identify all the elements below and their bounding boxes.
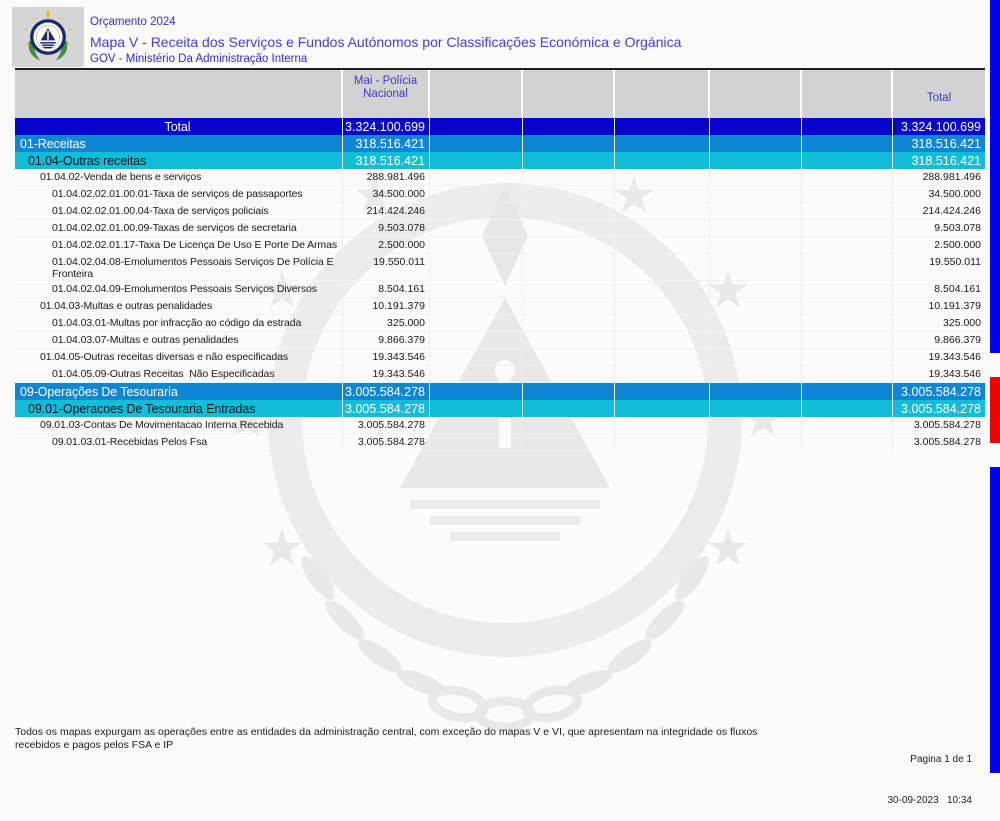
row-value-mai bbox=[343, 220, 430, 237]
row-label bbox=[15, 417, 343, 434]
empty-cell bbox=[430, 298, 523, 315]
empty-cell bbox=[430, 400, 523, 417]
empty-cell bbox=[802, 383, 893, 400]
row-value-mai bbox=[343, 169, 430, 186]
row-label bbox=[15, 349, 343, 366]
row-value-mai-text: 3.005.584.278 bbox=[357, 436, 425, 448]
header-cell-empty bbox=[615, 70, 710, 118]
row-value-total bbox=[893, 281, 985, 298]
row-value-mai bbox=[343, 366, 430, 383]
row-value-total bbox=[893, 383, 985, 400]
empty-cell bbox=[523, 237, 615, 254]
header-cell-mai-policia-nacional bbox=[343, 70, 430, 118]
row-label-text: 09-Operações De Tesouraria bbox=[20, 384, 178, 399]
mai-column-label: Mai - Polícia Nacional bbox=[353, 75, 418, 100]
row-value-mai-text: 19.550.011 bbox=[373, 256, 425, 268]
empty-cell bbox=[430, 281, 523, 298]
row-value-total-text: 288.981.496 bbox=[922, 171, 981, 183]
empty-cell bbox=[523, 118, 615, 135]
empty-cell bbox=[710, 298, 802, 315]
budget-table bbox=[15, 68, 985, 451]
row-value-mai bbox=[343, 400, 430, 417]
row-value-mai-text: 288.981.496 bbox=[366, 171, 425, 183]
empty-cell bbox=[523, 400, 615, 417]
empty-cell bbox=[430, 434, 523, 451]
table-row bbox=[15, 220, 985, 237]
row-value-mai bbox=[343, 203, 430, 220]
row-value-mai bbox=[343, 152, 430, 169]
row-value-mai bbox=[343, 434, 430, 451]
row-value-mai-text: 3.005.584.278 bbox=[345, 384, 425, 399]
row-value-mai bbox=[343, 135, 430, 152]
table-row bbox=[15, 169, 985, 186]
empty-cell bbox=[523, 332, 615, 349]
empty-cell bbox=[430, 254, 523, 281]
empty-cell bbox=[710, 315, 802, 332]
empty-cell bbox=[523, 434, 615, 451]
row-value-total bbox=[893, 220, 985, 237]
empty-cell bbox=[615, 400, 710, 417]
empty-cell bbox=[802, 135, 893, 152]
empty-cell bbox=[523, 349, 615, 366]
empty-cell bbox=[615, 383, 710, 400]
row-value-mai bbox=[343, 298, 430, 315]
row-value-total bbox=[893, 366, 985, 383]
row-value-mai-text: 19.343.546 bbox=[372, 351, 425, 363]
right-edge-bar-red bbox=[990, 377, 1000, 443]
empty-cell bbox=[802, 366, 893, 383]
row-label bbox=[15, 220, 343, 237]
row-label bbox=[15, 254, 343, 281]
row-label bbox=[15, 152, 343, 169]
table-row bbox=[15, 400, 985, 417]
empty-cell bbox=[802, 298, 893, 315]
row-value-total-text: 325.000 bbox=[943, 317, 981, 329]
empty-cell bbox=[523, 169, 615, 186]
empty-cell bbox=[523, 254, 615, 281]
empty-cell bbox=[430, 332, 523, 349]
empty-cell bbox=[802, 169, 893, 186]
row-label-text: 01.04.02.02.01.00.04-Taxa de serviços policiais bbox=[52, 205, 269, 217]
row-value-mai-text: 8.504.161 bbox=[378, 283, 425, 295]
empty-cell bbox=[710, 220, 802, 237]
row-value-total-text: 318.516.421 bbox=[911, 136, 981, 151]
empty-cell bbox=[523, 186, 615, 203]
empty-cell bbox=[802, 254, 893, 281]
empty-cell bbox=[523, 417, 615, 434]
row-label-text: 01.04.05-Outras receitas diversas e não especificadas bbox=[40, 351, 289, 363]
row-value-total-text: 3.324.100.699 bbox=[901, 119, 981, 134]
row-value-mai-text: 3.005.584.278 bbox=[357, 419, 425, 431]
empty-cell bbox=[615, 169, 710, 186]
row-label bbox=[15, 186, 343, 203]
empty-cell bbox=[802, 186, 893, 203]
empty-cell bbox=[710, 186, 802, 203]
page-number: Pagina 1 de 1 bbox=[910, 754, 972, 765]
empty-cell bbox=[710, 417, 802, 434]
row-value-total-text: 9.866.379 bbox=[934, 334, 981, 346]
row-label-text: 01.04.02.04.08-Emolumentos Pessoais Serviços De Polícia E Fronteira bbox=[52, 256, 337, 280]
empty-cell bbox=[615, 152, 710, 169]
table-body bbox=[15, 118, 985, 451]
empty-cell bbox=[523, 298, 615, 315]
page-info bbox=[887, 726, 972, 821]
table-row bbox=[15, 417, 985, 434]
row-value-total-text: 2.500.000 bbox=[934, 239, 981, 251]
row-label-text: 01.04.03.07-Multas e outras penalidades bbox=[52, 334, 239, 346]
table-row bbox=[15, 383, 985, 400]
row-value-total bbox=[893, 203, 985, 220]
row-value-total-text: 19.343.546 bbox=[928, 351, 981, 363]
row-value-total bbox=[893, 332, 985, 349]
budget-year-title: Orçamento 2024 bbox=[90, 16, 176, 28]
row-value-total-text: 3.005.584.278 bbox=[901, 401, 981, 416]
empty-cell bbox=[523, 366, 615, 383]
empty-cell bbox=[430, 383, 523, 400]
row-value-total-text: 9.503.078 bbox=[934, 222, 981, 234]
empty-cell bbox=[615, 298, 710, 315]
empty-cell bbox=[523, 281, 615, 298]
empty-cell bbox=[710, 169, 802, 186]
report-title: Mapa V - Receita dos Serviços e Fundos Autónomos por Classificações Económica e Orgánica bbox=[90, 34, 682, 50]
row-label bbox=[15, 237, 343, 254]
table-row bbox=[15, 118, 985, 135]
row-label bbox=[15, 203, 343, 220]
empty-cell bbox=[430, 220, 523, 237]
row-value-total-text: 8.504.161 bbox=[934, 283, 981, 295]
print-datetime: 30-09-2023 10:34 bbox=[887, 794, 972, 806]
empty-cell bbox=[710, 400, 802, 417]
empty-cell bbox=[710, 237, 802, 254]
empty-cell bbox=[615, 434, 710, 451]
row-label-text: 01.04.02-Venda de bens e serviços bbox=[40, 171, 202, 183]
empty-cell bbox=[710, 135, 802, 152]
row-value-total bbox=[893, 186, 985, 203]
row-label-text: 01.04.02.04.09-Emolumentos Pessoais Serviços Diversos bbox=[52, 283, 317, 295]
table-row bbox=[15, 281, 985, 298]
empty-cell bbox=[430, 152, 523, 169]
row-value-total bbox=[893, 118, 985, 135]
row-value-mai-text: 318.516.421 bbox=[355, 136, 425, 151]
row-value-mai-text: 325.000 bbox=[387, 317, 425, 329]
row-label bbox=[15, 281, 343, 298]
empty-cell bbox=[802, 332, 893, 349]
row-label-text: 01.04.02.02.01.00.09-Taxas de serviços de secretaria bbox=[52, 222, 297, 234]
empty-cell bbox=[710, 349, 802, 366]
empty-cell bbox=[802, 281, 893, 298]
row-label-text: 01-Receitas bbox=[20, 136, 86, 151]
row-value-total bbox=[893, 169, 985, 186]
row-label-text: 01.04.03-Multas e outras penalidades bbox=[40, 300, 213, 312]
empty-cell bbox=[802, 417, 893, 434]
row-label bbox=[15, 366, 343, 383]
empty-cell bbox=[615, 203, 710, 220]
header-cell-total bbox=[893, 70, 985, 118]
row-value-total bbox=[893, 417, 985, 434]
empty-cell bbox=[523, 220, 615, 237]
empty-cell bbox=[615, 118, 710, 135]
empty-cell bbox=[802, 349, 893, 366]
empty-cell bbox=[615, 186, 710, 203]
table-row bbox=[15, 186, 985, 203]
empty-cell bbox=[430, 366, 523, 383]
empty-cell bbox=[615, 254, 710, 281]
row-value-total bbox=[893, 135, 985, 152]
table-row bbox=[15, 203, 985, 220]
empty-cell bbox=[430, 169, 523, 186]
row-label bbox=[15, 135, 343, 152]
row-value-total-text: 3.005.584.278 bbox=[901, 384, 981, 399]
empty-cell bbox=[710, 254, 802, 281]
empty-cell bbox=[615, 315, 710, 332]
empty-cell bbox=[430, 186, 523, 203]
row-value-mai-text: 19.343.546 bbox=[372, 368, 425, 380]
row-label bbox=[15, 118, 343, 135]
cabo-verde-emblem-icon bbox=[19, 9, 77, 65]
row-value-mai-text: 214.424.246 bbox=[366, 205, 425, 217]
empty-cell bbox=[523, 315, 615, 332]
row-value-mai bbox=[343, 383, 430, 400]
empty-cell bbox=[523, 135, 615, 152]
row-value-total bbox=[893, 298, 985, 315]
row-label bbox=[15, 315, 343, 332]
row-value-mai bbox=[343, 118, 430, 135]
table-row bbox=[15, 366, 985, 383]
empty-cell bbox=[802, 434, 893, 451]
empty-cell bbox=[710, 152, 802, 169]
total-column-label: Total bbox=[926, 92, 952, 104]
row-label-text: 01.04.02.02.01.17-Taxa De Licença De Uso E Porte De Armas bbox=[52, 239, 337, 251]
row-value-mai bbox=[343, 281, 430, 298]
empty-cell bbox=[710, 281, 802, 298]
table-row bbox=[15, 349, 985, 366]
footnote: Todos os mapas expurgam as operações entre as entidades da administração central, com exceção do mapas V e VI, que apresentam na integridade os fluxos recebidos e pagos pelos FSA e IP bbox=[15, 726, 758, 751]
header-cell-description bbox=[15, 70, 343, 118]
table-row bbox=[15, 152, 985, 169]
empty-cell bbox=[430, 315, 523, 332]
table-row bbox=[15, 434, 985, 451]
row-label bbox=[15, 383, 343, 400]
row-label bbox=[15, 434, 343, 451]
row-value-total bbox=[893, 434, 985, 451]
row-value-mai-text: 2.500.000 bbox=[378, 239, 425, 251]
empty-cell bbox=[615, 135, 710, 152]
row-value-total bbox=[893, 152, 985, 169]
empty-cell bbox=[523, 152, 615, 169]
empty-cell bbox=[430, 417, 523, 434]
row-value-total-text: 3.005.584.278 bbox=[913, 436, 981, 448]
row-value-mai-text: 318.516.421 bbox=[355, 153, 425, 168]
empty-cell bbox=[430, 118, 523, 135]
row-label-text: Total bbox=[164, 119, 191, 134]
header-cell-empty bbox=[523, 70, 615, 118]
empty-cell bbox=[430, 203, 523, 220]
row-value-mai bbox=[343, 254, 430, 281]
row-value-total-text: 3.005.584.278 bbox=[913, 419, 981, 431]
empty-cell bbox=[802, 237, 893, 254]
row-label-text: 01.04-Outras receitas bbox=[28, 153, 147, 168]
row-label-text: 09.01-Operacoes De Tesouraria Entradas bbox=[28, 401, 256, 416]
empty-cell bbox=[710, 118, 802, 135]
row-label-text: 01.04.05.09-Outras Receitas Não Especificadas bbox=[52, 368, 275, 380]
row-label bbox=[15, 400, 343, 417]
header-cell-empty bbox=[710, 70, 802, 118]
table-row bbox=[15, 135, 985, 152]
row-value-mai bbox=[343, 315, 430, 332]
table-row bbox=[15, 237, 985, 254]
row-label-text: 09.01.03-Contas De Movimentacao Interna Recebida bbox=[40, 419, 284, 431]
table-row bbox=[15, 332, 985, 349]
empty-cell bbox=[430, 237, 523, 254]
right-edge-bar-blue-bottom bbox=[990, 467, 1000, 773]
row-value-total bbox=[893, 237, 985, 254]
row-value-mai bbox=[343, 332, 430, 349]
row-value-mai-text: 34.500.000 bbox=[372, 188, 425, 200]
row-value-mai-text: 3.005.584.278 bbox=[345, 401, 425, 416]
header-cell-empty bbox=[802, 70, 893, 118]
empty-cell bbox=[802, 400, 893, 417]
row-label bbox=[15, 298, 343, 315]
empty-cell bbox=[615, 366, 710, 383]
empty-cell bbox=[710, 383, 802, 400]
empty-cell bbox=[710, 434, 802, 451]
empty-cell bbox=[523, 203, 615, 220]
row-label-text: 09.01.03.01-Recebidas Pelos Fsa bbox=[52, 436, 208, 448]
right-edge-bar-blue-top bbox=[990, 0, 1000, 353]
empty-cell bbox=[615, 332, 710, 349]
cabo-verde-logo bbox=[12, 7, 84, 67]
row-label-text: 01.04.02.02.01.00.01-Taxa de serviços de passaportes bbox=[52, 188, 303, 200]
entity-subtitle: GOV - Ministério Da Administração Interna bbox=[90, 53, 308, 65]
row-value-total-text: 318.516.421 bbox=[911, 153, 981, 168]
empty-cell bbox=[802, 152, 893, 169]
empty-cell bbox=[615, 237, 710, 254]
row-value-total bbox=[893, 400, 985, 417]
row-value-mai bbox=[343, 186, 430, 203]
empty-cell bbox=[615, 220, 710, 237]
empty-cell bbox=[710, 366, 802, 383]
row-value-mai bbox=[343, 237, 430, 254]
row-value-total bbox=[893, 254, 985, 281]
row-value-mai-text: 10.191.379 bbox=[372, 300, 425, 312]
row-value-total bbox=[893, 349, 985, 366]
row-value-total-text: 10.191.379 bbox=[928, 300, 981, 312]
row-value-mai bbox=[343, 417, 430, 434]
empty-cell bbox=[802, 118, 893, 135]
table-row bbox=[15, 315, 985, 332]
empty-cell bbox=[710, 203, 802, 220]
empty-cell bbox=[802, 203, 893, 220]
row-value-mai-text: 3.324.100.699 bbox=[345, 119, 425, 134]
empty-cell bbox=[523, 383, 615, 400]
row-value-mai-text: 9.866.379 bbox=[378, 334, 425, 346]
row-value-total-text: 19.550.011 bbox=[929, 256, 981, 268]
row-value-total-text: 214.424.246 bbox=[922, 205, 981, 217]
empty-cell bbox=[615, 281, 710, 298]
row-label bbox=[15, 169, 343, 186]
empty-cell bbox=[802, 315, 893, 332]
report-titles bbox=[90, 15, 681, 66]
empty-cell bbox=[710, 332, 802, 349]
empty-cell bbox=[615, 417, 710, 434]
row-value-total-text: 34.500.000 bbox=[928, 188, 981, 200]
table-header-row bbox=[15, 70, 985, 118]
row-label-text: 01.04.03.01-Multas por infracção ao código da estrada bbox=[52, 317, 302, 329]
row-value-mai-text: 9.503.078 bbox=[378, 222, 425, 234]
header-cell-empty bbox=[430, 70, 523, 118]
row-label bbox=[15, 332, 343, 349]
empty-cell bbox=[430, 349, 523, 366]
table-row bbox=[15, 254, 985, 281]
table-row bbox=[15, 298, 985, 315]
empty-cell bbox=[802, 220, 893, 237]
empty-cell bbox=[430, 135, 523, 152]
empty-cell bbox=[615, 349, 710, 366]
row-value-total bbox=[893, 315, 985, 332]
row-value-mai bbox=[343, 349, 430, 366]
row-value-total-text: 19.343.546 bbox=[928, 368, 981, 380]
